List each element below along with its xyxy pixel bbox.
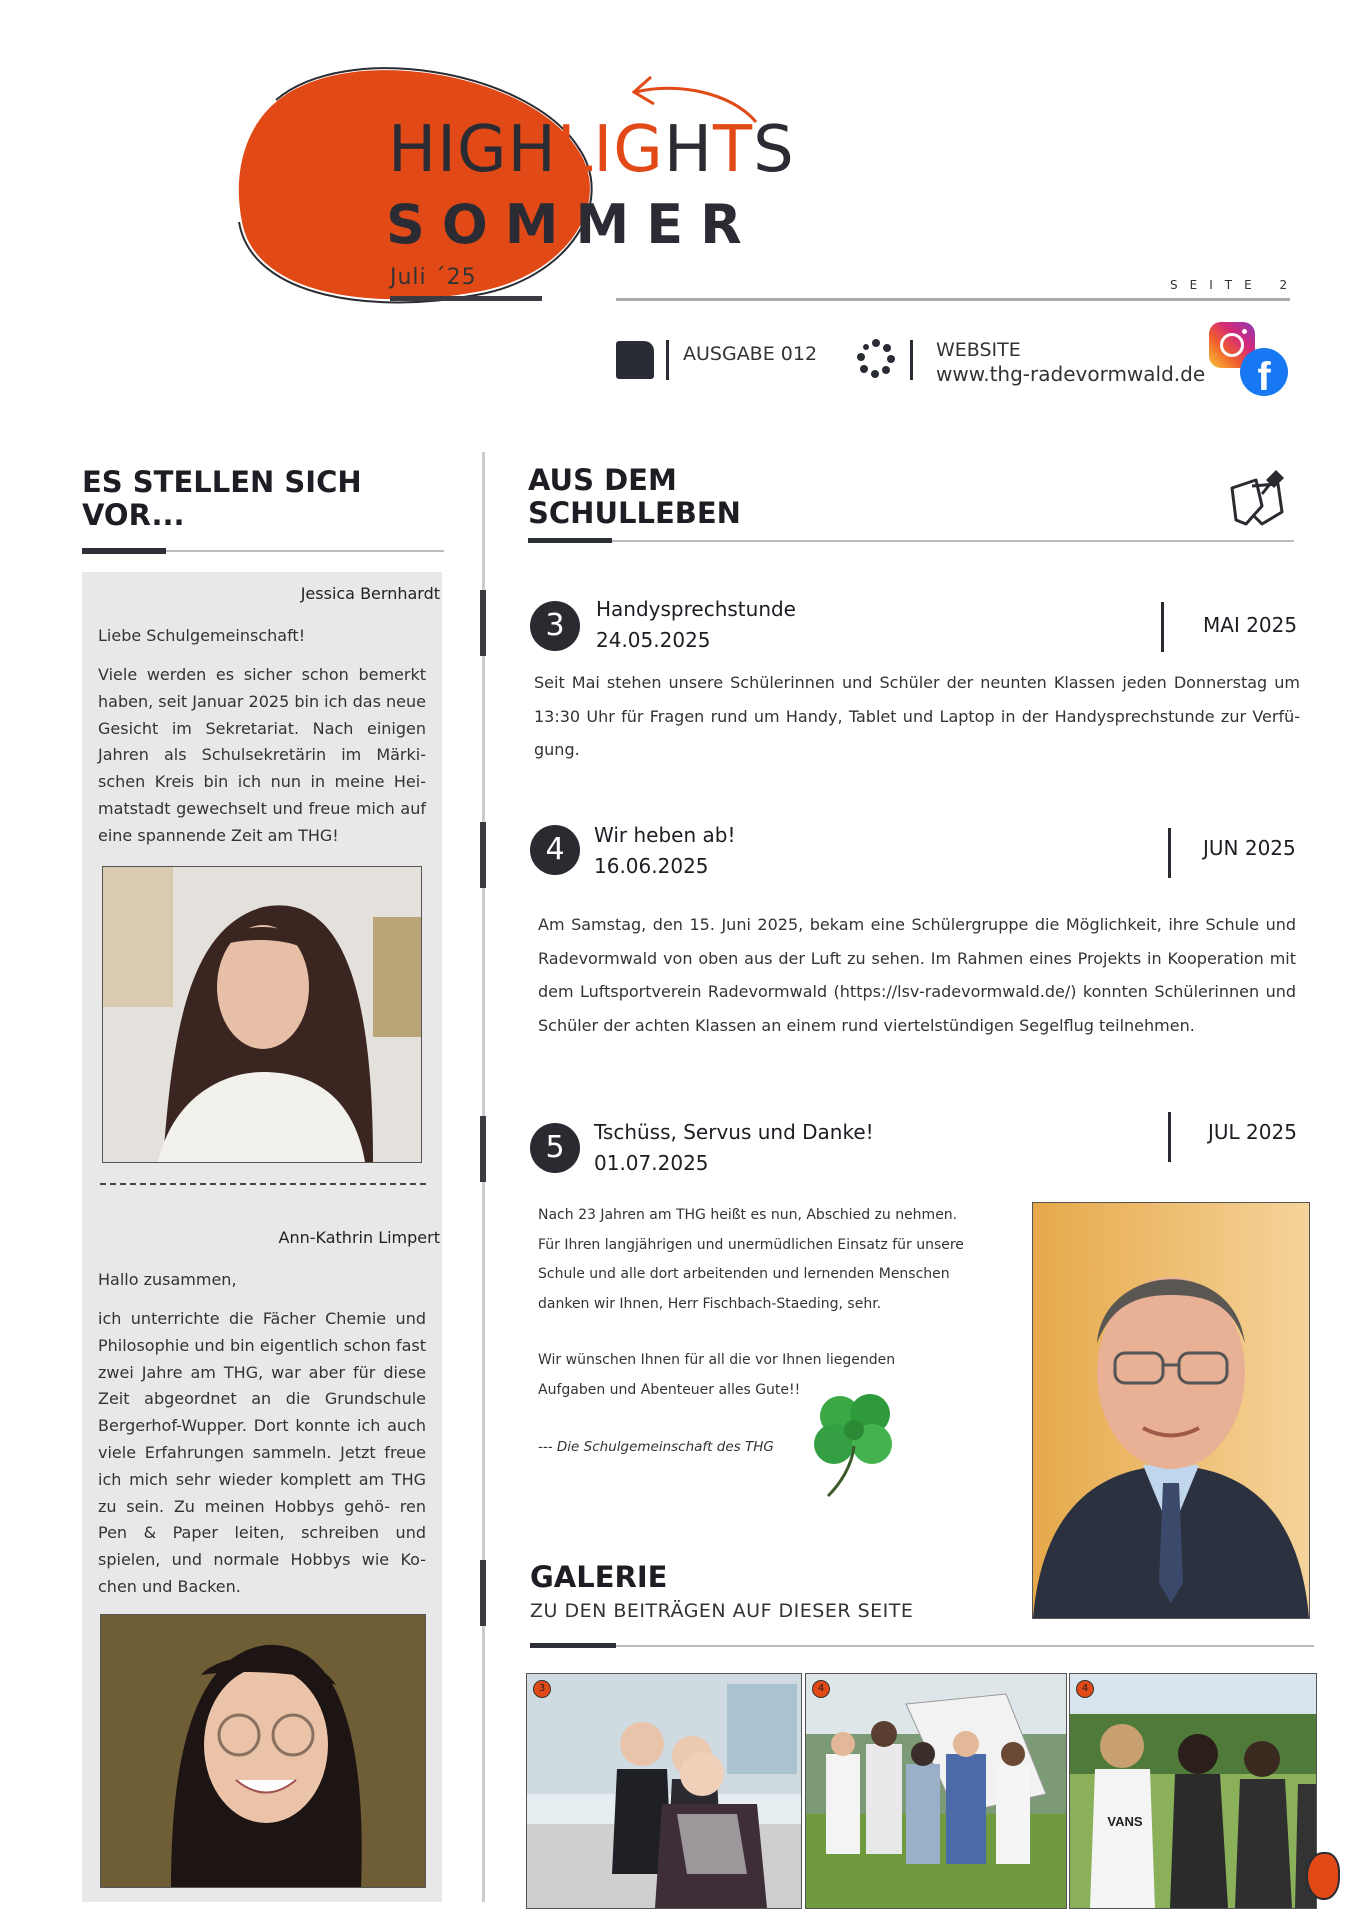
gallery-title: GALERIE [530,1560,668,1594]
gallery-rule [530,1645,1314,1647]
event5-wishes: Wir wünschen Ihnen für all die vor Ihnen liegenden Aufgaben und Abenteuer alles Gute!! [538,1352,896,1398]
event4-month: JUN 2025 [1203,836,1296,860]
event5-month-divider [1168,1112,1171,1162]
person1-name: Jessica Bernhardt [300,584,440,603]
event4-date: 16.06.2025 [594,854,709,878]
date-underline [390,296,542,301]
person2-photo [100,1614,426,1888]
gallery-rule-accent [530,1643,616,1648]
issue-date: Juli ´25 [390,265,477,290]
right-heading-accent [528,538,612,543]
right-heading-rule [528,540,1294,542]
loading-dots-icon [856,338,896,378]
event4-title: Wir heben ab! [594,823,736,847]
divider-marker-gallery [480,1560,486,1626]
person2-greeting: Hallo zusammen, [98,1270,237,1289]
website-divider [910,340,913,380]
gallery-subtitle: ZU DEN BEITRÄGEN AUF DIESER SEITE [530,1600,914,1622]
corner-blob-decoration [1306,1852,1340,1900]
sommer-subtitle: SOMMER [386,193,759,256]
person1-text: Viele werden es sicher schon bemerkt haben, seit Januar 2025 bin ich das neue Gesicht im Sekretariat. Nach einigen Jahren als Schulsekretärin im Märki- schen Kreis bin ich nun in meine Hei- matstadt gewechselt und freue mich auf eine spannende Zeit am THG! [98,665,426,845]
event5-number: 5 [530,1123,580,1173]
left-section-heading: ES STELLEN SICH VOR... [82,465,362,532]
person-separator [100,1183,426,1185]
gallery-image-1[interactable] [526,1673,802,1909]
pinned-note-icon [1226,466,1290,530]
person2-name: Ann-Kathrin Limpert [278,1228,440,1247]
event5-photo [1032,1202,1310,1619]
header-rule [616,298,1290,301]
event5-month: JUL 2025 [1208,1120,1297,1144]
person1-photo [102,866,422,1163]
event3-month-divider [1161,602,1164,652]
clover-icon [804,1386,908,1500]
event3-month: MAI 2025 [1203,613,1298,637]
event5-signature: --- Die Schulgemeinschaft des THG [538,1439,774,1455]
highlights-title: HIGHLIGHTS [388,113,795,187]
event5-title: Tschüss, Servus und Danke! [594,1120,874,1144]
gallery-image-3[interactable] [1069,1673,1317,1909]
divider-marker-event4 [480,822,486,888]
issue-number: AUSGABE 012 [683,343,818,365]
event5-date: 01.07.2025 [594,1151,709,1175]
right-section-heading: AUS DEM SCHULLEBEN [528,463,741,530]
website-link[interactable]: www.thg-radevormwald.de [936,362,1206,386]
website-label: WEBSITE [936,339,1021,361]
event3-number: 3 [530,601,580,651]
gallery-badge-2: 4 [812,1680,830,1698]
event3-title: Handysprechstunde [596,597,796,621]
event4-body: Am Samstag, den 15. Juni 2025, bekam eine Schülergruppe die Möglichkeit, ihre Schule und Radevormwald von oben aus der Luft zu sehen. Im Rahmen eines Projekts in Kooperation mit dem Luftsportverein Radevormwald (https://lsv-radevormwald.de/) konnten Schülerinnen und Schüler der achten Klassen an einem rund viertelstündigen Segelflug teilnehmen. [538,915,1296,1035]
shirt-print: VANS [1107,1814,1143,1829]
event3-body: Seit Mai stehen unsere Schülerinnen und Schüler der neunten Klassen jeden Donnerstag um 13:30 Uhr für Fragen rund um Handy, Tablet und Laptop in der Handysprechstunde zur Verfü- gung. [534,673,1300,759]
person2-text: ich unterrichte die Fächer Chemie und Philosophie und bin eigentlich schon fast zwei Jahre am THG, war aber für diese Zeit abgeordnet an die Grundschule Bergerhof-Wupper. Dort konnte ich auch viele Erfahrungen sammeln. Jetzt freue ich mich sehr wieder komplett am THG zu sein. Zu meinen Hobbys gehö- ren Pen & Paper leiten, schreiben und spielen, und normale Hobbys wie Ko- chen und Backen. [98,1309,426,1596]
issue-divider [666,340,669,380]
event5-text: Nach 23 Jahren am THG heißt es nun, Abschied zu nehmen. Für Ihren langjährigen und unermüdlichen Einsatz für unsere Schule und alle dort arbeitenden und lernenden Menschen danken wir Ihnen, Herr Fischbach-Staeding, sehr. [538,1207,964,1312]
event4-month-divider [1168,828,1171,878]
gallery-badge-1: 3 [533,1680,551,1698]
divider-marker-event3 [480,590,486,656]
divider-marker-event5 [480,1116,486,1182]
facebook-icon[interactable]: f [1240,348,1288,396]
page-label: SEITE 2 [1170,278,1300,292]
event4-number: 4 [530,825,580,875]
event3-date: 24.05.2025 [596,628,711,652]
person1-greeting: Liebe Schulgemeinschaft! [98,626,306,645]
left-heading-accent [82,548,166,554]
gallery-image-2[interactable] [805,1673,1067,1909]
issue-icon [616,341,654,379]
gallery-badge-3: 4 [1076,1680,1094,1698]
